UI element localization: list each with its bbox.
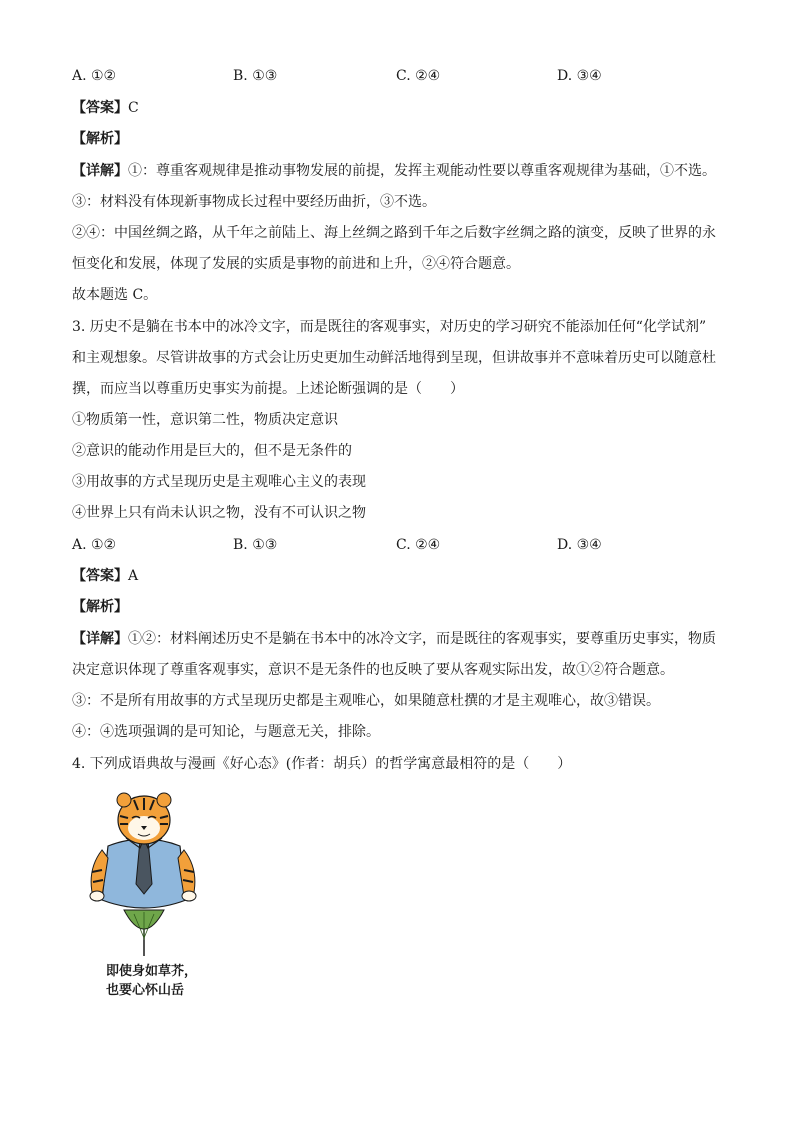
q2-analysis-tag: 【解析】 — [72, 131, 128, 147]
q3-detail-1a — [72, 630, 716, 648]
detail-tag: 【详解】 — [72, 631, 128, 647]
q3-detail-1b: 决定意识体现了尊重客观事实，意识不是无条件的也反映了要从客观实际出发，故①②符合题意。 — [72, 662, 674, 678]
q2-option-b: B. ①③ — [233, 68, 278, 84]
answer-tag: 【答案】 — [72, 568, 128, 584]
q2-detail-1 — [72, 162, 716, 180]
answer-value: C — [128, 100, 139, 116]
q3-answer — [72, 567, 138, 585]
q2-detail-3a: ②④：中国丝绸之路，从千年之前陆上、海上丝绸之路到千年之后数字丝绸之路的演变，反映了世界的永 — [72, 225, 716, 241]
cartoon-caption-2: 也要心怀山岳 — [106, 983, 185, 998]
detail-text: ①：尊重客观规律是推动事物发展的前提，发挥主观能动性要以尊重客观规律为基础，①不选。 — [128, 163, 716, 179]
q3-stem-3: 撰，而应当以尊重历史事实为前提。上述论断强调的是（ ） — [72, 381, 464, 397]
q3-option-c: C. ②④ — [396, 537, 441, 553]
q3-analysis-tag: 【解析】 — [72, 599, 128, 615]
q3-stem-1: 3. 历史不是躺在书本中的冰冷文字，而是既往的客观事实，对历史的学习研究不能添加任何“化学试剂” — [72, 319, 707, 335]
q4-stem: 4. 下列成语典故与漫画《好心态》(作者：胡兵）的哲学寓意最相符的是（ ） — [72, 756, 572, 772]
q3-option-b: B. ①③ — [233, 537, 278, 553]
q3-item-2: ②意识的能动作用是巨大的，但不是无条件的 — [72, 443, 352, 459]
q3-option-d: D. ③④ — [557, 537, 602, 553]
q2-option-c: C. ②④ — [396, 68, 441, 84]
detail-text: ①②：材料阐述历史不是躺在书本中的冰冷文字，而是既往的客观事实，要尊重历史事实，物质 — [128, 631, 716, 647]
q2-detail-2: ③：材料没有体现新事物成长过程中要经历曲折，③不选。 — [72, 194, 436, 210]
cartoon-caption-1: 即使身如草芥， — [106, 964, 198, 979]
q3-option-a: A. ①② — [72, 537, 117, 553]
detail-tag: 【详解】 — [72, 163, 128, 179]
q2-option-d: D. ③④ — [557, 68, 602, 84]
q3-item-3: ③用故事的方式呈现历史是主观唯心主义的表现 — [72, 474, 366, 490]
tiger-cartoon-image — [78, 788, 208, 958]
answer-value: A — [128, 568, 139, 584]
q2-conclusion: 故本题选 C。 — [72, 287, 158, 303]
q3-detail-2: ③：不是所有用故事的方式呈现历史都是主观唯心，如果随意杜撰的才是主观唯心，故③错误。 — [72, 693, 660, 709]
q3-item-4: ④世界上只有尚未认识之物，没有不可认识之物 — [72, 505, 366, 521]
q2-detail-3b: 恒变化和发展，体现了发展的实质是事物的前进和上升，②④符合题意。 — [72, 256, 520, 272]
q3-item-1: ①物质第一性，意识第二性，物质决定意识 — [72, 412, 338, 428]
q2-option-a: A. ①② — [72, 68, 117, 84]
q3-detail-3: ④：④选项强调的是可知论，与题意无关，排除。 — [72, 724, 380, 740]
q3-stem-2: 和主观想象。尽管讲故事的方式会让历史更加生动鲜活地得到呈现，但讲故事并不意味着历史可以随意杜 — [72, 350, 716, 366]
q2-answer — [72, 99, 139, 117]
answer-tag: 【答案】 — [72, 100, 128, 116]
